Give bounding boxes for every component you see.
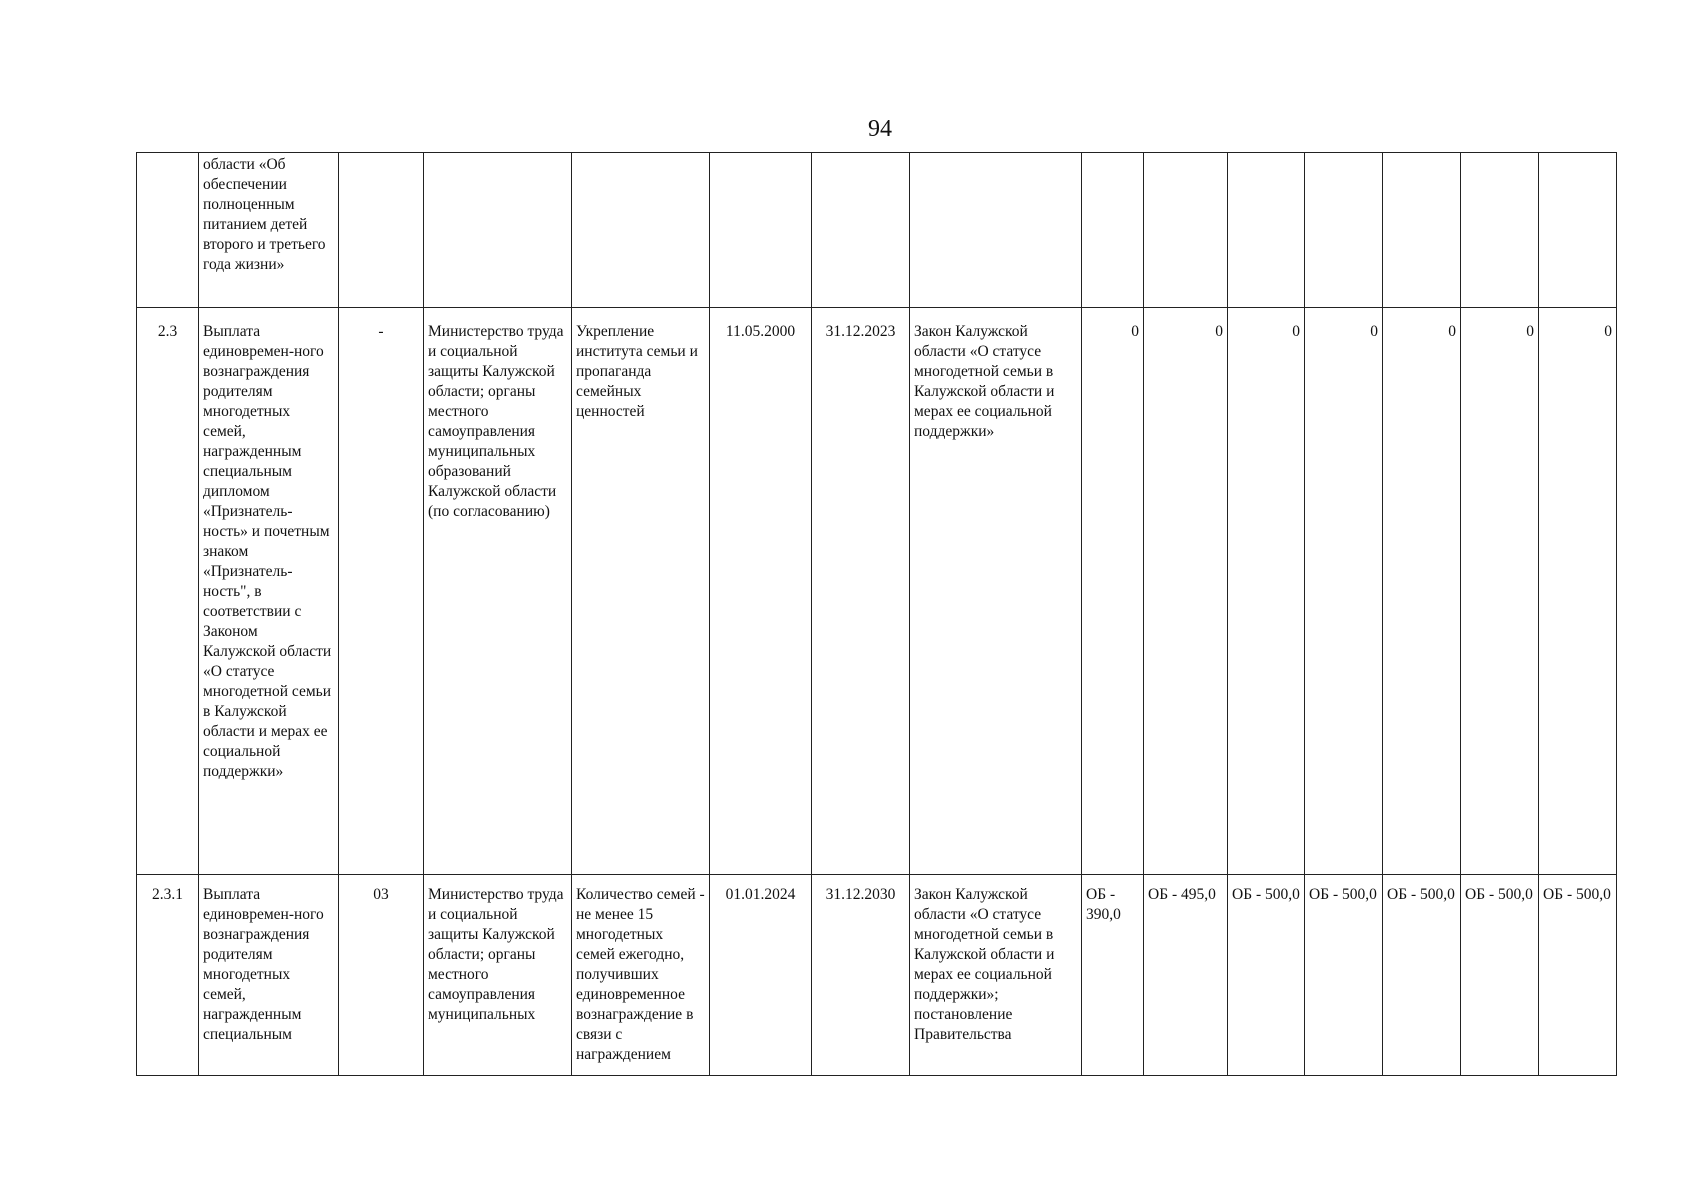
- cell-year-value: ОБ - 500,0: [1539, 875, 1617, 1076]
- cell-year-value: [1144, 153, 1228, 308]
- program-table: [136, 152, 1617, 1076]
- cell-year-value: 0: [1383, 308, 1461, 875]
- cell-year-value: ОБ - 390,0: [1082, 875, 1144, 1076]
- cell-legal-basis: [910, 153, 1082, 308]
- cell-measure: области «Об обеспечении полноценным питанием детей второго и третьего года жизни»: [199, 153, 339, 308]
- table-row: [137, 875, 1617, 1076]
- cell-result: Количество семей - не менее 15 многодетных семей ежегодно, получивших единовременное вознаграждение в связи с награждением: [572, 875, 710, 1076]
- cell-index: 2.3: [137, 308, 199, 875]
- cell-year-value: 0: [1305, 308, 1383, 875]
- cell-legal-basis: Закон Калужской области «О статусе многодетной семьи в Калужской области и мерах ее социальной поддержки»: [910, 308, 1082, 875]
- cell-start-date: 11.05.2000: [710, 308, 812, 875]
- cell-year-value: ОБ - 495,0: [1144, 875, 1228, 1076]
- cell-code: 03: [339, 875, 424, 1076]
- cell-start-date: [710, 153, 812, 308]
- cell-index: 2.3.1: [137, 875, 199, 1076]
- cell-result: Укрепление института семьи и пропаганда семейных ценностей: [572, 308, 710, 875]
- table-row: [137, 153, 1617, 308]
- cell-year-value: ОБ - 500,0: [1305, 875, 1383, 1076]
- cell-executor: Министерство труда и социальной защиты Калужской области; органы местного самоуправления муниципальных образований Калужской области (по согласованию): [424, 308, 572, 875]
- cell-start-date: 01.01.2024: [710, 875, 812, 1076]
- cell-year-value: [1305, 153, 1383, 308]
- cell-year-value: 0: [1228, 308, 1305, 875]
- cell-year-value: [1228, 153, 1305, 308]
- cell-code: -: [339, 308, 424, 875]
- cell-measure: Выплата единовремен-ного вознаграждения родителям многодетных семей, награжденным специальным: [199, 875, 339, 1076]
- cell-year-value: 0: [1461, 308, 1539, 875]
- cell-year-value: ОБ - 500,0: [1461, 875, 1539, 1076]
- cell-year-value: 0: [1082, 308, 1144, 875]
- page-number: 94: [868, 116, 892, 142]
- cell-year-value: ОБ - 500,0: [1228, 875, 1305, 1076]
- cell-year-value: ОБ - 500,0: [1383, 875, 1461, 1076]
- cell-year-value: [1383, 153, 1461, 308]
- cell-code: [339, 153, 424, 308]
- table-row: [137, 308, 1617, 875]
- cell-result: [572, 153, 710, 308]
- cell-year-value: 0: [1539, 308, 1617, 875]
- cell-year-value: [1461, 153, 1539, 308]
- cell-index: [137, 153, 199, 308]
- cell-measure: Выплата единовремен-ного вознаграждения родителям многодетных семей, награжденным специальным дипломом «Признатель-ность» и почетным знаком «Признатель-ность", в соответствии с Законом Калужской области «О статусе многодетной семьи в Калужской области и мерах ее социальной поддержки»: [199, 308, 339, 875]
- cell-end-date: 31.12.2030: [812, 875, 910, 1076]
- cell-year-value: 0: [1144, 308, 1228, 875]
- cell-end-date: 31.12.2023: [812, 308, 910, 875]
- cell-year-value: [1082, 153, 1144, 308]
- cell-executor: [424, 153, 572, 308]
- cell-year-value: [1539, 153, 1617, 308]
- cell-executor: Министерство труда и социальной защиты Калужской области; органы местного самоуправления муниципальных: [424, 875, 572, 1076]
- cell-end-date: [812, 153, 910, 308]
- cell-legal-basis: Закон Калужской области «О статусе многодетной семьи в Калужской области и мерах ее социальной поддержки»; постановление Правительства: [910, 875, 1082, 1076]
